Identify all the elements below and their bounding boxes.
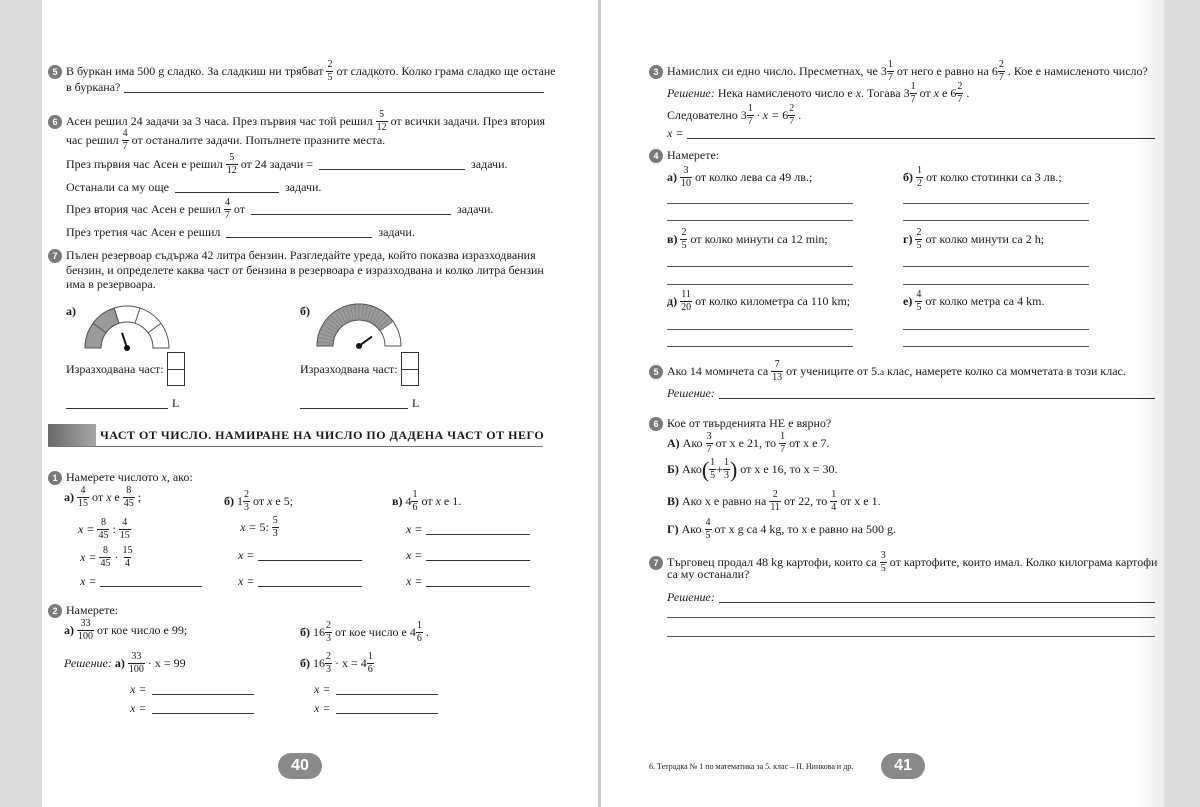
fraction: $\frac{4}{15}$ (119, 517, 130, 541)
answer-line[interactable] (719, 388, 1155, 399)
text: от (92, 490, 104, 504)
item-label: б) (224, 494, 234, 508)
problem-text: от останалите задачи. Попълнете празните места. (131, 133, 386, 147)
fill-text: от 24 задачи = (240, 157, 314, 171)
variable: x (267, 494, 273, 508)
answer-line[interactable] (226, 227, 372, 238)
text: е (114, 490, 120, 504)
fraction: $\frac{5}{12}$ (376, 109, 387, 133)
variable: x (435, 494, 441, 508)
problem-4d (903, 228, 1044, 251)
task-1a-step1 (78, 518, 134, 541)
whole-part: 6 (950, 86, 957, 100)
task-2a-answer (130, 701, 254, 716)
variable: x (238, 548, 244, 562)
liters-answer-b (300, 396, 419, 411)
task-1 (48, 470, 193, 485)
solution-label: Решение: (667, 590, 715, 604)
text: от x е 21, то (715, 436, 777, 450)
answer-line[interactable] (667, 266, 853, 267)
gauge-b-answer (300, 352, 419, 386)
text: · x = (756, 108, 780, 122)
fill-text: Останали са му още (66, 180, 169, 194)
text: от колко километра са 110 km; (695, 294, 851, 308)
fill-text: от (233, 202, 245, 216)
problem-7 (48, 248, 536, 263)
fill-text: През първия час Асен е решил (66, 157, 223, 171)
gauge-a-label: а) (66, 304, 76, 318)
equals: = (86, 522, 95, 536)
whole-part: 3 (903, 86, 910, 100)
problem-text: час решил (66, 133, 119, 147)
problem-text: има в резервоара. (66, 277, 156, 291)
problem-6-fill2 (66, 180, 321, 195)
task-2b (300, 621, 429, 644)
fraction: $\frac{1}{7}$ (780, 431, 786, 455)
equals: = (414, 522, 423, 536)
fraction: $\frac{33}{100}$ (128, 651, 144, 675)
problem-text: , ако: (166, 470, 193, 484)
gauge-a-answer (66, 352, 185, 386)
answer-line[interactable] (426, 550, 530, 561)
problem-number: 1 (48, 471, 62, 485)
right-page (601, 0, 1164, 807)
left-paren: ( (701, 456, 710, 482)
text: е (941, 86, 948, 100)
whole-part: 16 (313, 625, 325, 639)
problem-number: 7 (649, 556, 663, 570)
whole-part: 4 (405, 494, 412, 508)
problem-5-line2 (66, 80, 544, 95)
variable: x (78, 522, 84, 536)
answer-line[interactable] (152, 684, 254, 695)
problem-text: Намерете: (667, 148, 720, 162)
problem-number: 5 (649, 365, 663, 379)
problem-6-line2 (66, 129, 385, 152)
text: от колко стотинки са 3 лв.; (926, 170, 1062, 184)
fraction: $\frac{3}{10}$ (681, 165, 691, 189)
answer-line[interactable] (258, 576, 362, 587)
text: Ако (681, 462, 702, 476)
problem-text: от него е равно на (896, 64, 989, 78)
variable: x (238, 574, 244, 588)
problem-number: 6 (48, 115, 62, 129)
variable: x = (667, 126, 684, 140)
answer-line[interactable] (300, 398, 408, 409)
item-label: а) (64, 490, 74, 504)
spent-label: Изразходвана част: (300, 361, 398, 376)
answer-line[interactable] (336, 703, 438, 714)
variable: x = (314, 682, 331, 696)
task-1b (224, 490, 293, 513)
problem-6-fill3 (66, 198, 493, 221)
left-page (42, 0, 599, 807)
task-2b-solution (300, 652, 377, 675)
fill-text: задачи. (456, 202, 494, 216)
text: от колко лева са 49 лв.; (695, 170, 813, 184)
task-1b-step2 (238, 548, 362, 563)
text: Следователно (667, 108, 738, 122)
problem-6-fill1 (66, 153, 508, 176)
task-2a-step (130, 682, 254, 697)
answer-line[interactable] (100, 576, 202, 587)
answer-line[interactable] (667, 617, 1155, 618)
fraction-answer-box[interactable] (401, 352, 419, 386)
fraction: $\frac{2}{3}$ (326, 620, 331, 644)
problem-text: Намерете: (66, 603, 119, 617)
variable: x (240, 520, 246, 534)
fraction: $\frac{7}{13}$ (772, 359, 783, 383)
variable: x (80, 550, 86, 564)
item-label: г) (903, 232, 913, 246)
problem-4c (667, 228, 828, 251)
task-2 (48, 603, 118, 618)
fraction: $\frac{2}{7}$ (957, 81, 963, 105)
fraction: $\frac{1}{6}$ (412, 489, 418, 513)
whole-part: 6 (782, 108, 789, 122)
solution-label: Решение: (667, 386, 715, 400)
whole-part: 4 (409, 625, 416, 639)
variable: x (406, 574, 412, 588)
variable: x (406, 522, 412, 536)
answer-line[interactable] (667, 636, 1155, 637)
task-2a (64, 619, 187, 642)
task-1b-step1 (240, 516, 282, 539)
equals: = (414, 574, 423, 588)
answer-line[interactable] (319, 159, 465, 170)
fraction: $\frac{3}{5}$ (880, 550, 886, 574)
task-2a-solution (64, 652, 186, 675)
variable: x (855, 86, 862, 100)
problem-4e (667, 290, 850, 313)
fraction: $\frac{2}{5}$ (681, 227, 687, 251)
answer-line[interactable] (152, 703, 254, 714)
task-1c-answer (406, 574, 530, 589)
problem-6-right (649, 416, 831, 431)
text: . Тогава (861, 86, 901, 100)
variable: x = (314, 701, 331, 715)
operator: : (112, 522, 116, 536)
fraction: $\frac{8}{45}$ (98, 517, 109, 541)
equals: = (88, 574, 97, 588)
page-number: 40 (278, 753, 322, 779)
text: Ако (681, 522, 702, 536)
operator: + (716, 462, 723, 476)
text: Ако (682, 436, 703, 450)
problem-text: . Кое е намисленото число? (1007, 64, 1148, 78)
operator: : (265, 520, 269, 534)
task-1c (392, 490, 461, 513)
superscript: а (879, 366, 884, 377)
text: от колко метра са 4 km. (925, 294, 1045, 308)
answer-line[interactable] (667, 203, 853, 204)
text: от (919, 86, 931, 100)
variable: x (933, 86, 939, 100)
text: . (966, 86, 970, 100)
fraction: $\frac{4}{7}$ (224, 197, 230, 221)
item-label: е) (903, 294, 913, 308)
fraction-answer-box[interactable] (167, 352, 185, 386)
task-1c-step1 (406, 522, 530, 537)
fraction: $\frac{4}{5}$ (916, 289, 922, 313)
fraction: $\frac{3}{7}$ (706, 431, 712, 455)
fraction: $\frac{1}{4}$ (831, 489, 837, 513)
answer-line[interactable] (667, 284, 853, 285)
text: от x g са 4 kg, то x е равно на 500 g. (714, 522, 896, 536)
answer-line[interactable] (903, 266, 1089, 267)
text: е 1. (443, 494, 462, 508)
fuel-gauge-b (314, 298, 404, 356)
text: от (421, 494, 433, 508)
answer-line[interactable] (251, 204, 451, 215)
unit-label: L (172, 396, 180, 410)
problem-4b (903, 166, 1062, 189)
problem-number: 6 (649, 417, 663, 431)
fraction: $\frac{1}{3}$ (723, 457, 729, 481)
problem-3-answer (667, 126, 1155, 141)
whole-part: 6 (991, 64, 998, 78)
text: от x е 7. (789, 436, 830, 450)
item-label: а) (114, 656, 125, 670)
task-1b-answer (238, 574, 362, 589)
text: Ако x е равно на (682, 494, 767, 508)
option-label: А) (667, 436, 680, 450)
text: . (798, 108, 802, 122)
equals: = (246, 548, 255, 562)
item-label: д) (667, 294, 678, 308)
statement-b[interactable] (667, 458, 838, 481)
text: Нека намисленото число е (717, 86, 853, 100)
problem-text: Намислих си едно число. Пресметнах, че (667, 64, 878, 78)
problem-text: Ако 14 момичета са (667, 364, 769, 378)
fraction: $\frac{1}{2}$ (917, 165, 922, 189)
statement-a[interactable] (667, 432, 829, 455)
problem-7-line2 (66, 263, 544, 278)
answer-line[interactable] (667, 346, 853, 347)
whole-part: 3 (880, 64, 887, 78)
solution-label: Решение: (64, 656, 112, 670)
text: от x е 1. (840, 494, 881, 508)
fraction: $\frac{2}{7}$ (998, 59, 1004, 83)
answer-line[interactable] (175, 182, 279, 193)
problem-3 (649, 60, 1148, 83)
fraction: $\frac{2}{5}$ (916, 227, 922, 251)
task-1c-step2 (406, 548, 530, 563)
problem-6-fill4 (66, 225, 415, 240)
gauge-b-label: б) (300, 304, 310, 318)
fraction: $\frac{4}{5}$ (705, 517, 711, 541)
problem-7-solution (667, 590, 1155, 605)
option-label: Г) (667, 522, 679, 536)
whole-part: 16 (313, 656, 325, 670)
unit-label: L (412, 396, 420, 410)
section-title: ЧАСТ ОТ ЧИСЛО. НАМИРАНЕ НА ЧИСЛО ПО ДАДЕНА ЧАСТ ОТ НЕГО (100, 428, 545, 442)
whole-part: 3 (740, 108, 747, 122)
answer-line[interactable] (426, 576, 530, 587)
problem-number: 7 (48, 249, 62, 263)
answer-line[interactable] (667, 329, 853, 330)
text: от кое число е 99; (97, 623, 188, 637)
answer-line[interactable] (336, 684, 438, 695)
text: . (425, 625, 429, 639)
text: · x = 99 (147, 656, 186, 670)
problem-number: 2 (48, 604, 62, 618)
fraction: $\frac{1}{5}$ (710, 457, 716, 481)
answer-line[interactable] (903, 220, 1089, 221)
item-label: б) (300, 625, 310, 639)
problem-text: Кое от твърденията НЕ е вярно? (667, 416, 832, 430)
problem-text: Намерете числото (66, 470, 159, 484)
answer-line[interactable] (903, 346, 1089, 347)
fill-text: задачи. (378, 225, 415, 239)
equals: = (248, 520, 257, 534)
item-label: в) (392, 494, 403, 508)
variable: x (406, 548, 412, 562)
problem-text: Пълен резервоар съдържа 42 литра бензин. Разгледайте уреда, който показва изразходвания (66, 248, 536, 262)
problem-7-line2 (667, 567, 749, 582)
problem-number: 5 (48, 65, 62, 79)
problem-number: 4 (649, 149, 663, 163)
item-label: а) (667, 170, 677, 184)
problem-3-conclusion (667, 104, 801, 127)
fraction: $\frac{1}{6}$ (416, 620, 422, 644)
answer-line[interactable] (124, 82, 544, 93)
variable: x = (130, 682, 147, 696)
problem-text: клас, намерете колко са момчетата в този клас. (886, 364, 1126, 378)
fraction: $\frac{4}{7}$ (122, 128, 128, 152)
problem-text: от сладкото. Колко грама сладко ще остане (336, 64, 556, 78)
solution-label: Решение: (667, 86, 715, 100)
problem-text: от картофите, които имал. Колко килограма картофи (889, 555, 1158, 569)
answer-line[interactable] (687, 128, 1155, 139)
section-divider (48, 446, 543, 447)
problem-text: от учениците от 5. (786, 364, 880, 378)
fraction: $\frac{4}{15}$ (78, 485, 88, 509)
problem-text: бензин, и определете каква част от бензина в резервоара е изразходвана и колко литра бензин (66, 263, 544, 277)
fraction: $\frac{33}{100}$ (78, 618, 93, 642)
liters-answer-a (66, 396, 179, 411)
variable: x (161, 470, 167, 484)
item-label: а) (64, 623, 74, 637)
problem-text: в буркана? (66, 80, 121, 94)
text: от x е 16, то x = 30. (740, 462, 838, 476)
option-label: Б) (667, 462, 679, 476)
variable: x (80, 574, 86, 588)
equals: = (246, 574, 255, 588)
whole-part: 1 (237, 494, 243, 508)
text: от кое число е (335, 625, 407, 639)
task-1a-step2 (80, 546, 136, 569)
whole-part: 4 (360, 656, 367, 670)
variable: x = (130, 701, 147, 715)
answer-line[interactable] (903, 203, 1089, 204)
fraction: $\frac{1}{7}$ (747, 103, 753, 127)
item-label: б) (300, 656, 310, 670)
problem-text: В буркан има 500 g сладко. За сладкиш ни трябват (66, 64, 324, 78)
fraction: $\frac{2}{11}$ (770, 489, 781, 513)
item-label: б) (903, 170, 913, 184)
fraction: $\frac{2}{7}$ (789, 103, 795, 127)
problem-text: Търговец продал 48 kg картофи, които са (667, 555, 877, 569)
problem-number: 3 (649, 65, 663, 79)
option-label: В) (667, 494, 679, 508)
fraction: $\frac{15}{4}$ (122, 545, 133, 569)
page-number: 41 (881, 753, 925, 779)
operator: · (114, 550, 119, 564)
fraction: $\frac{1}{7}$ (910, 81, 916, 105)
task-1a (64, 486, 141, 509)
task-1a-answer (80, 574, 202, 589)
text: е 5; (275, 494, 294, 508)
problem-4a (667, 166, 812, 189)
problem-5-right (649, 360, 1126, 383)
section-bar (48, 424, 96, 446)
gauge-a-fill (85, 308, 119, 348)
answer-line[interactable] (719, 592, 1155, 603)
footer-credit: 6. Тетрадка № 1 по математика за 5. клас – П. Нинкова и др. (649, 762, 854, 771)
statement-d[interactable] (667, 518, 896, 541)
fraction: $\frac{2}{3}$ (326, 651, 331, 675)
fuel-gauge-a (82, 300, 172, 358)
spent-label: Изразходвана част: (66, 361, 164, 376)
task-2b-step (314, 682, 438, 697)
problem-text: са му останали? (667, 567, 750, 581)
text: от (253, 494, 265, 508)
fraction: $\frac{5}{3}$ (272, 515, 278, 539)
fill-text: През втория час Асен е решил (66, 202, 221, 216)
text: ; (137, 490, 142, 504)
fraction: $\frac{1}{7}$ (887, 59, 893, 83)
problem-4f (903, 290, 1044, 313)
fraction: $\frac{2}{3}$ (244, 489, 249, 513)
problem-7-line3 (66, 277, 156, 292)
answer-line[interactable] (258, 550, 362, 561)
fill-text: задачи. (471, 157, 508, 171)
fraction: $\frac{5}{12}$ (226, 152, 237, 176)
text: · x = (335, 656, 358, 670)
answer-line[interactable] (66, 398, 168, 409)
task-2b-answer (314, 701, 438, 716)
problem-3-solution (667, 82, 969, 105)
text: от 22, то (784, 494, 828, 508)
answer-line[interactable] (903, 329, 1089, 330)
fraction: $\frac{8}{45}$ (100, 545, 111, 569)
fill-text: През третия час Асен е решил (66, 225, 221, 239)
answer-line[interactable] (903, 284, 1089, 285)
problem-5-solution (667, 386, 1155, 401)
text: от колко минути са 12 min; (690, 232, 828, 246)
equals: = (414, 548, 423, 562)
equals: = (88, 550, 97, 564)
right-paren: ) (729, 456, 738, 482)
fraction: $\frac{11}{20}$ (681, 289, 692, 313)
item-label: в) (667, 232, 678, 246)
number: 5 (259, 520, 266, 534)
fraction: $\frac{2}{5}$ (327, 59, 333, 83)
problem-4 (649, 148, 719, 163)
answer-line[interactable] (426, 524, 530, 535)
text: от колко минути са 2 h; (925, 232, 1045, 246)
answer-line[interactable] (667, 220, 853, 221)
fraction: $\frac{8}{45}$ (123, 485, 134, 509)
fraction: $\frac{1}{6}$ (367, 651, 373, 675)
fill-text: задачи. (284, 180, 322, 194)
problem-text: Асен решил 24 задачи за 3 часа. През първия час той решил (66, 114, 373, 128)
problem-text: от всички задачи. През втория (390, 114, 546, 128)
variable: x (106, 490, 112, 504)
statement-c[interactable] (667, 490, 881, 513)
